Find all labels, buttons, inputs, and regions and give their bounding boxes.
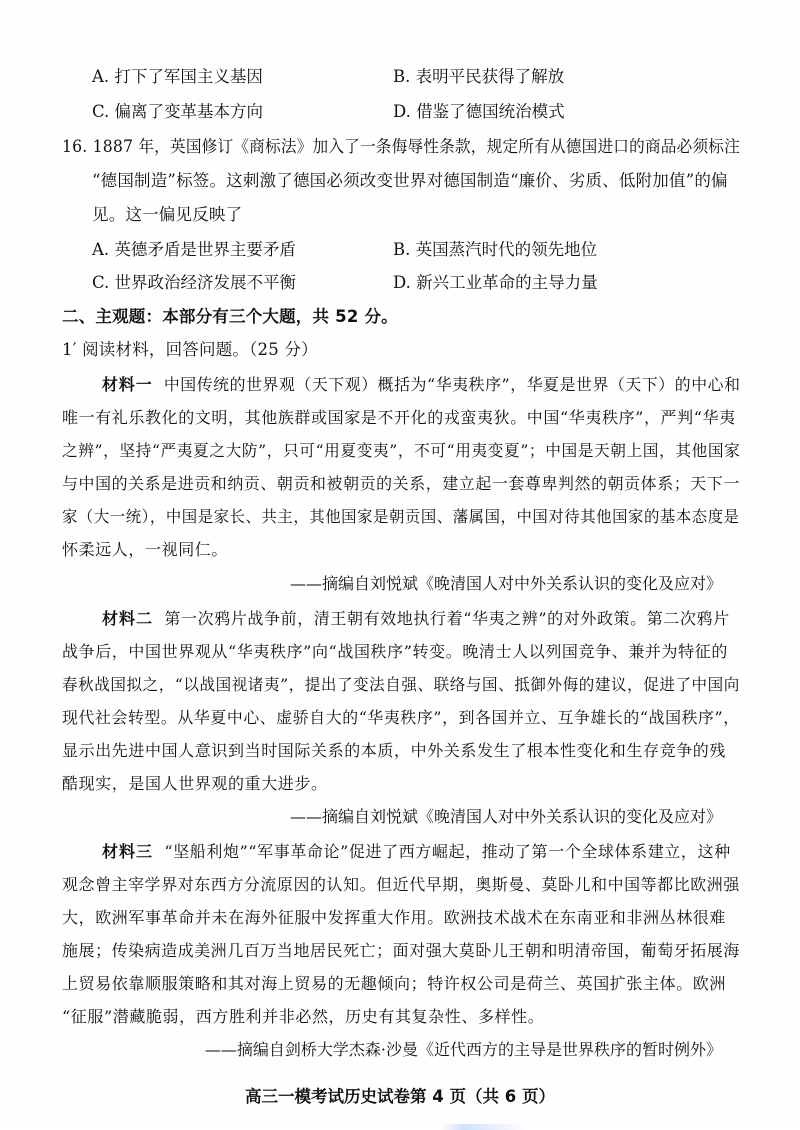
scan-edge-artifact	[0, 1124, 800, 1130]
material2-line-4: 现代社会转型。从华夏中心、虚骄自大的“华夷秩序”，到各国并立、互争雄长的“战国秩序”，	[62, 708, 740, 727]
q16-option-d: D. 新兴工业革命的主导力量	[393, 273, 598, 292]
material1-line-4: 与中国的关系是进贡和纳贡、朝贡和被朝贡的关系，建立起一套尊卑判然的朝贡体系；天下一	[62, 474, 740, 493]
material3-line-3: 大，欧洲军事革命并未在海外征服中发挥重大作用。欧洲技术战术在东南亚和非洲丛林很难	[62, 908, 727, 927]
q15-option-b: B. 表明平民获得了解放	[393, 67, 565, 86]
material1-line-6: 怀柔远人，一视同仁。	[62, 540, 229, 559]
material3-line-4: 施展；传染病造成美洲几百万当地居民死亡；面对强大莫卧儿王朝和明清帝国，葡萄牙拓展海	[62, 941, 740, 960]
q15-option-c: C. 偏离了变革基本方向	[92, 102, 264, 121]
q16-stem-line-2: “德国制造”标签。这刺激了德国必须改变世界对德国制造“廉价、劣质、低附加值”的偏	[92, 171, 728, 190]
material1-line-2: 唯一有礼乐教化的文明，其他族群或国家是不开化的戎蛮夷狄。中国“华夷秩序”，严判“华夷	[62, 408, 736, 427]
material3-line-6: “征服”潜藏脆弱，西方胜利并非必然，历史有其复杂性、多样性。	[62, 1007, 545, 1026]
material2-line-1	[102, 608, 730, 630]
q15-option-a: A. 打下了军国主义基因	[92, 67, 263, 86]
q17-prompt: 1′ 阅读材料，回答问题。（25 分）	[62, 340, 318, 359]
material3-line-1	[102, 841, 731, 863]
material3-line-5: 上贸易依靠顺服策略和其对海上贸易的无趣倾向；特许权公司是荷兰、英国扩张主体。欧洲	[62, 974, 727, 993]
material1-line-5: 家（大一统），中国是家长、共主，其他国家是朝贡国、藩属国，中国对待其他国家的基本态度是	[62, 507, 740, 526]
material1-line-3: 之辨”，坚持“严夷夏之大防”，只可“用夏变夷”，不可“用夷变夏”；中国是天朝上国，其他国家	[62, 441, 741, 460]
material2-source: ——摘编自刘悦斌《晚清国人对中外关系认识的变化及应对》	[289, 807, 722, 826]
material2-text-1: 第一次鸦片战争前，清王朝有效地执行着“华夷之辨”的对外政策。第二次鸦片	[164, 609, 730, 628]
page-footer: 高三一模考试历史试卷第 4 页（共 6 页）	[245, 1087, 555, 1106]
q16-option-c: C. 世界政治经济发展不平衡	[92, 273, 297, 292]
q16-option-b: B. 英国蒸汽时代的领先地位	[393, 240, 598, 259]
material2-line-3: 春秋战国拟之，“以战国视诸夷”，提出了变法自强、联络与国、抵御外侮的建议，促进了中国向	[62, 675, 740, 694]
material3-text-1: “坚船利炮”“军事革命论”促进了西方崛起，推动了第一个全球体系建立，这种	[164, 842, 731, 861]
material3-label: 材料三	[102, 842, 154, 861]
q16-option-a: A. 英德矛盾是世界主要矛盾	[92, 240, 296, 259]
material2-label: 材料二	[102, 609, 154, 628]
material2-line-6: 酷现实，是国人世界观的重大进步。	[62, 774, 328, 793]
material1-line-1	[102, 374, 741, 396]
material2-line-5: 显示出先进中国人意识到当时国际关系的本质，中外关系发生了根本性变化和生存竞争的残	[62, 741, 727, 760]
material3-line-2: 观念曾主宰学界对东西方分流原因的认知。但近代早期，奥斯曼、莫卧儿和中国等都比欧洲强	[62, 875, 740, 894]
material2-line-2: 战争后，中国世界观从“华夷秩序”向“战国秩序”转变。晚清士人以列国竞争、兼并为特征的	[62, 642, 728, 661]
section-heading: 二、主观题：本部分有三个大题，共 52 分。	[62, 307, 398, 326]
material3-source: ——摘编自剑桥大学杰森·沙曼《近代西方的主导是世界秩序的暂时例外》	[204, 1040, 722, 1059]
q16-stem-line-3: 见。这一偏见反映了	[92, 205, 243, 224]
material1-source: ——摘编自刘悦斌《晚清国人对中外关系认识的变化及应对》	[289, 574, 722, 593]
q16-stem-line-1: 16. 1887 年，英国修订《商标法》加入了一条侮辱性条款，规定所有从德国进口的商品必须标注	[62, 137, 740, 156]
material1-label: 材料一	[102, 375, 153, 394]
q15-option-d: D. 借鉴了德国统治模式	[393, 102, 565, 121]
material1-text-1: 中国传统的世界观（天下观）概括为“华夷秩序”，华夏是世界（天下）的中心和	[163, 375, 741, 394]
